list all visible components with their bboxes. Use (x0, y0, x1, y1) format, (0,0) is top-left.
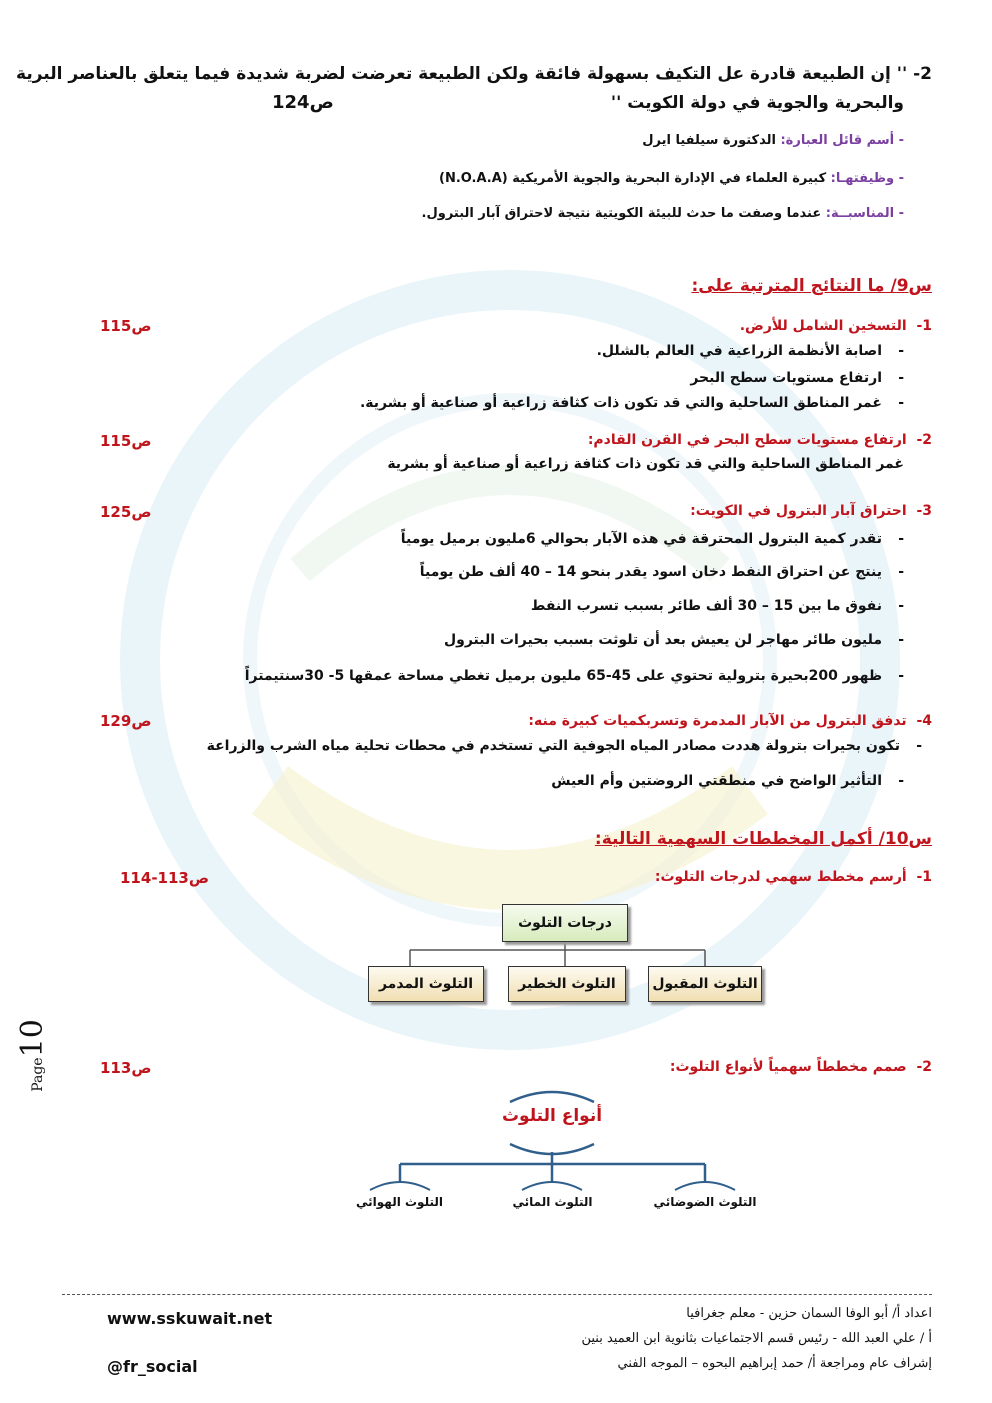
occasion-row (422, 206, 904, 221)
q9-item4-heading (528, 713, 932, 729)
quote-number: 2- (913, 64, 932, 84)
footer-social-handle[interactable]: @fr_social (107, 1357, 198, 1376)
d1-child-destructive: التلوث المدمر (368, 966, 484, 1002)
footer-website-link[interactable]: www.sskuwait.net (107, 1309, 273, 1328)
q9-item2-text: غمر المناطق الساحلية والتي قد تكون ذات كثافة زراعية أو صناعية أو بشرية (387, 456, 904, 472)
q9-item2-title: ارتفاع مستويات سطح البحر في القرن القادم: (587, 432, 907, 448)
job-value: كبيرة العلماء في الإدارة البحرية والجوية الأمريكية (N.O.A.A) (439, 171, 827, 186)
d2-child-water: التلوث المائي (512, 1195, 593, 1209)
page-label (14, 1000, 58, 1100)
q10-d2-page: ص113 (100, 1059, 152, 1077)
q9-item1-title: التسخين الشامل للأرض. (739, 318, 907, 334)
list-item: -غمر المناطق الساحلية والتي قد تكون ذات كثافة زراعية أو صناعية أو بشرية. (359, 395, 904, 411)
q9-title: س9/ ما النتائج المترتبة على: (691, 276, 932, 296)
speaker-value: الدكتورة سيلفيا ايرل (642, 133, 776, 148)
job-label: - وظيفتهـا: (830, 171, 904, 186)
list-item: -ظهور 200بحيرة بترولية تحتوي على 45-65 مليون برميل تغطي مساحة عمقها 5- 30سنتيمتراً (244, 668, 904, 684)
q9-item1-num: 1- (916, 318, 932, 334)
occasion-value: عندما وصفت ما حدث للبيئة الكويتية نتيجة لاحتراق آبار البترول. (421, 206, 822, 221)
q9-item4-page: ص129 (100, 712, 152, 730)
q9-item3-num: 3- (916, 503, 932, 519)
speaker-row (642, 133, 904, 148)
q10-d2-num: 2- (916, 1059, 932, 1075)
footer-line1: اعداد أ/ أبو الوفا السمان حزين - معلم جغرافيا (686, 1306, 932, 1321)
q9-item2-heading (588, 432, 932, 448)
list-item: -مليون طائر مهاجر لن يعيش بعد أن تلوثت بسبب بحيرات البترول (444, 632, 904, 648)
quote-line2: والبحرية والجوية في دولة الكويت '' (610, 93, 904, 113)
q10-title: س10/ أكمل المخططات السهمية التالية: (594, 829, 932, 849)
q10-d1-page: ص113-114 (120, 869, 210, 887)
list-item: -ينتج عن احتراق النفط دخان اسود يقدر بنحو 14 – 40 ألف طن يومياً (419, 564, 904, 580)
page-word: Page (29, 1057, 46, 1092)
q9-item4-num: 4- (916, 713, 932, 729)
footer-divider (62, 1294, 932, 1295)
list-item: -التأثير الواضح في منطقتي الروضتين وأم العيش (551, 773, 904, 789)
quote-page: ص124 (272, 92, 334, 113)
occasion-label: - المناسبــة: (825, 206, 904, 221)
q9-item2-page: ص115 (100, 432, 152, 450)
q10-d1-num: 1- (916, 869, 932, 885)
q9-item3-heading (690, 503, 932, 519)
q10-d1-heading (655, 869, 932, 885)
quote-line1: '' إن الطبيعة قادرة عل التكيف بسهولة فائقة ولكن الطبيعة تعرضت لضربة شديدة فيما يتعلق بالعناصر البرية (16, 64, 908, 84)
list-item: -ارتفاع مستويات سطح البحر (690, 370, 904, 386)
list-item: -تقدر كمية البترول المحترقة في هذه الآبار بحوالي 6مليون برميل يومياً (400, 531, 904, 547)
q9-item3-page: ص125 (100, 503, 152, 521)
speaker-label: - أسم قائل العبارة: (780, 133, 904, 148)
list-item: -تكون بحيرات بترولة هددت مصادر المياه الجوفية التي تستخدم في محطات تحلية مياه الشرب والزراعة (206, 738, 922, 754)
q9-item1-page: ص115 (100, 317, 152, 335)
job-row (439, 171, 904, 186)
q9-item2-num: 2- (916, 432, 932, 448)
list-item: -اصابة الأنظمة الزراعية في العالم بالشلل. (596, 343, 904, 359)
d1-root-box: درجات التلوث (502, 904, 628, 942)
d2-child-air: التلوث الهوائي (356, 1195, 443, 1209)
d2-root: أنواع التلوث (501, 1106, 603, 1126)
d1-child-dangerous: التلوث الخطير (508, 966, 626, 1002)
d1-child-acceptable: التلوث المقبول (648, 966, 762, 1002)
q10-d2-heading (670, 1059, 932, 1075)
q9-item1-heading (740, 318, 932, 334)
q9-item4-title: تدفق البترول من الآبار المدمرة وتسربكميات كبيرة منه: (528, 713, 907, 729)
list-item: -نفوق ما بين 15 – 30 ألف طائر بسبب تسرب النفط (530, 598, 904, 614)
d2-child-noise: التلوث الضوضائي (653, 1195, 757, 1209)
footer-line3: إشراف عام ومراجعة أ/ حمد إبراهيم البحوه – الموجه الفني (617, 1356, 932, 1371)
q9-item3-title: احتراق آبار البترول في الكويت: (690, 503, 907, 519)
footer-line2: أ / علي العبد الله - رئيس قسم الاجتماعيات بثانوية ابن العميد بنين (581, 1331, 932, 1346)
q10-d2-title: صمم مخططاً سهمياً لأنواع التلوث: (669, 1059, 907, 1075)
q10-d1-title: أرسم مخطط سهمي لدرجات التلوث: (654, 869, 907, 885)
page-number: 10 (14, 1019, 50, 1058)
